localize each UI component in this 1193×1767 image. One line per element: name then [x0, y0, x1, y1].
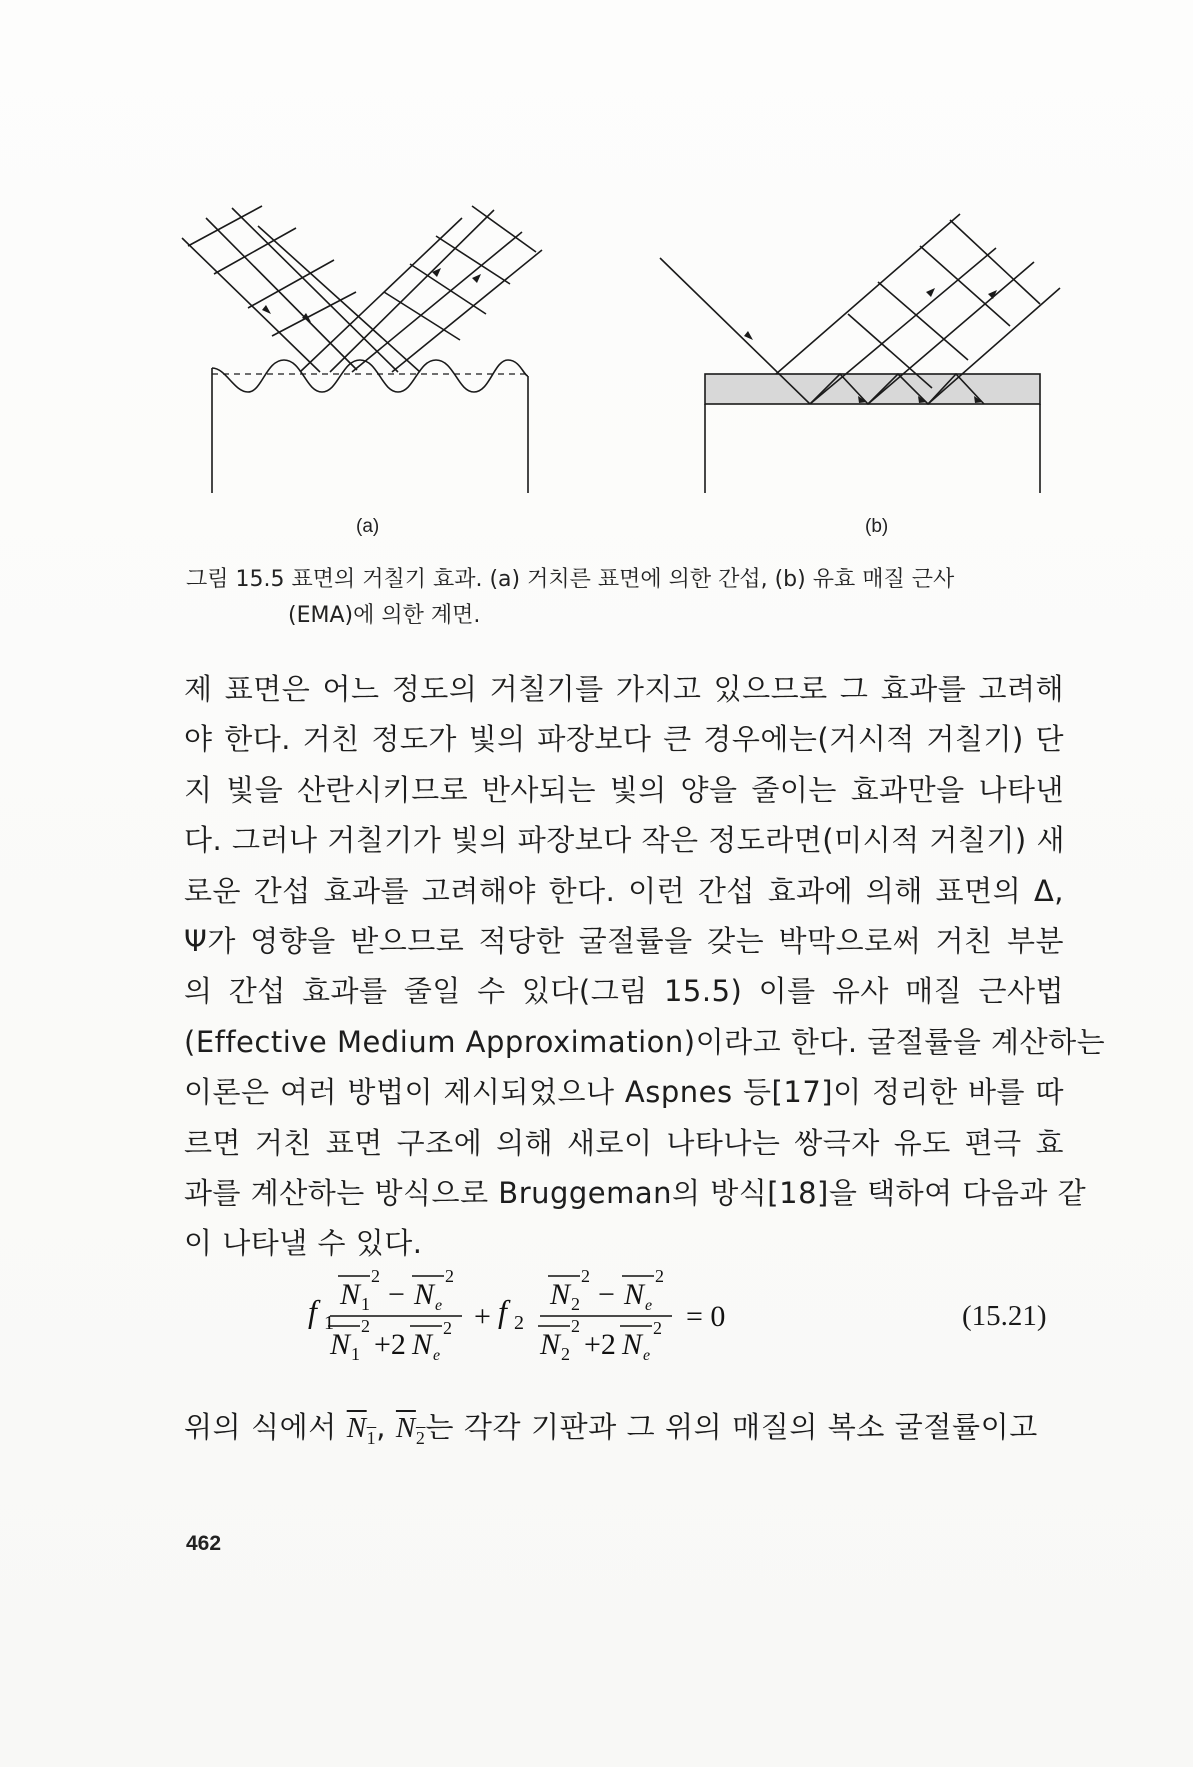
- figure-b-drawing: [660, 214, 1060, 493]
- arrow-icon: [926, 288, 935, 297]
- eq-n1-den-sub: 1: [351, 1344, 360, 1364]
- eq-f1: f: [308, 1293, 317, 1329]
- equation-15-21: [288, 1262, 1068, 1372]
- reflected-ray-a-1: [330, 210, 494, 372]
- equation-number: (15.21): [962, 1300, 1047, 1332]
- body-line: 이론은 여러 방법이 제시되었으나 Aspnes 등[17]이 정리한 바를 따: [184, 1075, 1064, 1110]
- symbol-n1: $\overline{N}$: [346, 1412, 367, 1444]
- page-number: 462: [186, 1532, 222, 1555]
- caption-line-1: 그림 15.5 표면의 거칠기 효과. (a) 거치른 표면에 의한 간섭, (b) 유효 매질 근사: [186, 567, 955, 592]
- figure-a-drawing: [182, 206, 542, 493]
- eq-n2-num-sub: 2: [571, 1294, 580, 1314]
- wavefront-a-4: [272, 292, 356, 336]
- body-line: Ψ가 영향을 받으므로 적당한 굴절률을 갖는 박막으로써 거친 부분: [184, 923, 1064, 958]
- figure-label-b: (b): [865, 516, 889, 537]
- eq-ne2-den-sup: 2: [653, 1318, 662, 1338]
- eq-n1-den-sup: 2: [361, 1316, 370, 1336]
- eq-n2-num: N: [550, 1278, 571, 1311]
- eq-plus-two-1: +2: [374, 1328, 406, 1361]
- eq-ne-den-sub: e: [433, 1347, 441, 1364]
- arrow-icon: [744, 331, 753, 340]
- figure-label-a: (a): [356, 516, 380, 537]
- eq-ne-num: N: [414, 1278, 435, 1311]
- eq-minus-2: −: [598, 1278, 615, 1311]
- body-line: 로운 간섭 효과를 고려해야 한다. 이런 간섭 효과에 의해 표면의 Δ,: [184, 873, 1064, 908]
- rough-surface: [212, 360, 528, 392]
- eq-minus-1: −: [388, 1278, 405, 1311]
- arrow-icon: [302, 313, 311, 322]
- eq-ne-den: N: [412, 1328, 433, 1361]
- after-comma: ,: [376, 1410, 396, 1444]
- body-line: 르면 거친 표면 구조에 의해 새로이 나타나는 쌍극자 유도 편극 효: [184, 1125, 1064, 1160]
- body-line: 의 간섭 효과를 줄일 수 있다(그림 15.5) 이를 유사 매질 근사법: [184, 974, 1064, 1009]
- eq-ne2-den-sub: e: [643, 1347, 651, 1364]
- body-paragraph: [184, 664, 1106, 1269]
- body-line: 과를 계산하는 방식으로 Bruggeman의 방식[18]을 택하여 다음과 같: [184, 1175, 1087, 1210]
- after-suffix: 는 각각 기판과 그 위의 매질의 복소 굴절률이고: [425, 1410, 1038, 1444]
- body-line: 야 한다. 거친 정도가 빛의 파장보다 큰 경우에는(거시적 거칠기) 단: [184, 722, 1064, 757]
- caption-line-2: (EMA)에 의한 계면.: [288, 603, 481, 628]
- eq-n2-den-sup: 2: [571, 1316, 580, 1336]
- eq-n1-den: N: [330, 1328, 351, 1361]
- wavefront-a-8: [384, 292, 460, 340]
- after-prefix: 위의 식에서: [184, 1410, 347, 1444]
- body-line: 지 빛을 산란시키므로 반사되는 빛의 양을 줄이는 효과만을 나타낸: [184, 772, 1064, 807]
- figure-15-5: [0, 0, 1193, 560]
- reflected-ray-a-2: [352, 232, 522, 372]
- body-line: (Effective Medium Approximation)이라고 한다. 굴절률을 계산하는: [184, 1024, 1106, 1059]
- eq-f2-sub: 2: [514, 1312, 524, 1334]
- reflected-ray-b-1: [776, 214, 960, 374]
- eq-ne2-den: N: [622, 1328, 643, 1361]
- eq-ne2-num: N: [624, 1278, 645, 1311]
- eq-ne-num-sup: 2: [445, 1266, 454, 1286]
- eq-n1-num-sup: 2: [371, 1266, 380, 1286]
- symbol-n2: $\overline{N}$: [395, 1412, 416, 1444]
- after-equation-line: [184, 1402, 1064, 1463]
- eq-ne-num-sub: e: [435, 1297, 443, 1314]
- eq-n2-den-sub: 2: [561, 1344, 570, 1364]
- body-line: 제 표면은 어느 정도의 거칠기를 가지고 있으므로 그 효과를 고려해: [184, 672, 1064, 706]
- arrow-icon: [472, 274, 481, 283]
- incident-ray-a-3: [182, 238, 320, 372]
- eq-n2-num-sup: 2: [581, 1266, 590, 1286]
- arrow-icon: [262, 305, 271, 314]
- eq-n2-den: N: [540, 1328, 561, 1361]
- symbol-n1-sub: 1: [366, 1427, 377, 1448]
- figure-caption: [186, 562, 1066, 634]
- symbol-n2-sub: 2: [415, 1427, 426, 1448]
- eq-plus: +: [474, 1300, 491, 1333]
- wavefront-b-3: [878, 282, 968, 360]
- eq-ne2-num-sub: e: [645, 1297, 653, 1314]
- eq-f1-sub: 1: [324, 1312, 334, 1334]
- body-line: 이 나타낼 수 있다.: [184, 1226, 423, 1261]
- eq-ne2-num-sup: 2: [655, 1266, 664, 1286]
- incident-ray-a-2: [232, 208, 398, 372]
- eq-equals-zero: = 0: [686, 1300, 726, 1333]
- body-line: 다. 그러나 거칠기가 빛의 파장보다 작은 정도라면(미시적 거칠기) 새: [184, 823, 1065, 858]
- eq-f2: f: [498, 1293, 507, 1329]
- wavefront-b-1: [920, 246, 1010, 326]
- wavefront-a-5: [436, 236, 510, 284]
- eq-n1-num-sub: 1: [361, 1294, 370, 1314]
- eq-plus-two-2: +2: [584, 1328, 616, 1361]
- figure-a-arrows: [262, 268, 481, 322]
- eq-n1-num: N: [340, 1278, 361, 1311]
- eq-ne-den-sup: 2: [443, 1318, 452, 1338]
- wavefront-a-7: [472, 206, 536, 252]
